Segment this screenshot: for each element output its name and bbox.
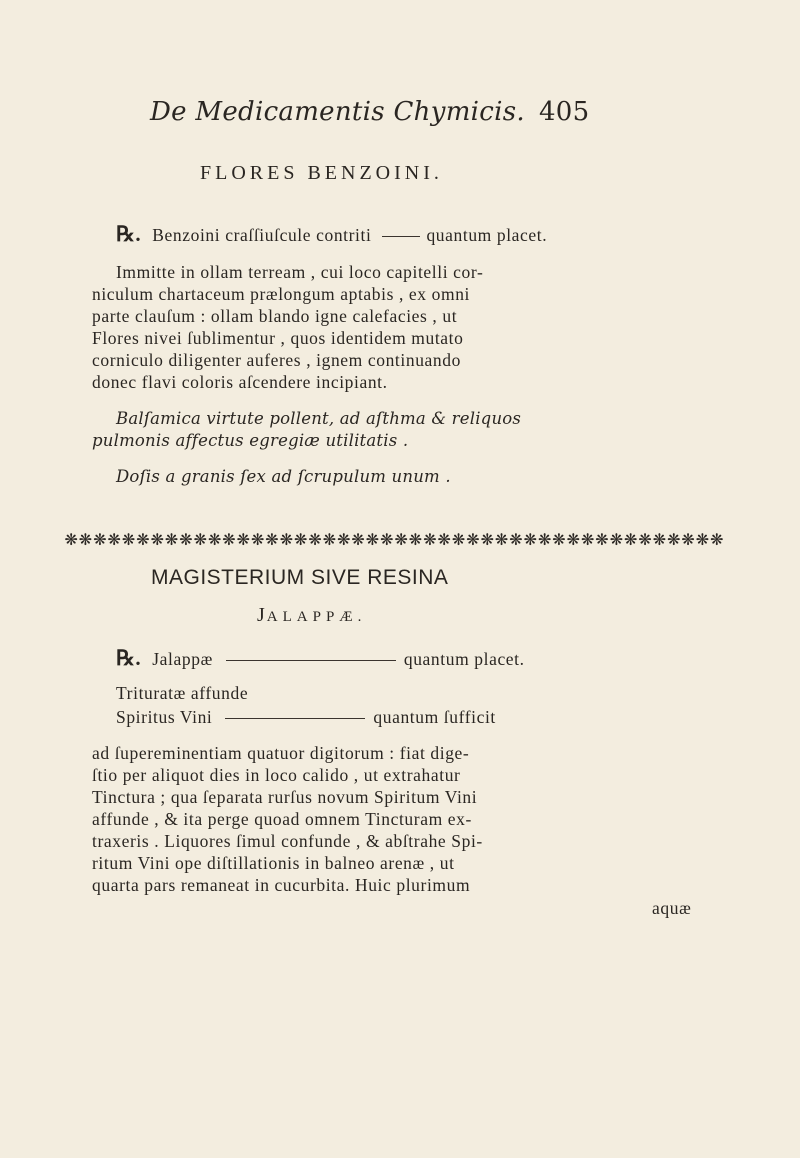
recipe-line-benzoini [116,222,547,247]
recipe-quantity: quantum placet. [426,225,548,245]
paragraph-line: Flores nivei ſublimentur , quos identidem mutato [92,328,464,348]
recipe-quantity: quantum placet. [403,649,525,669]
ornament-glyph: ❋ [552,530,566,549]
recipe-symbol: ℞. [116,646,142,670]
ornament-glyph: ❋ [222,530,236,549]
recipe-symbol: ℞. [116,222,142,246]
ornament-glyph: ❋ [566,530,581,549]
paragraph-line: affunde , & ita perge quoad omnem Tincturam ex- [92,809,472,829]
ornament-glyph: ❋ [394,530,408,549]
ornament-glyph: ❋ [150,530,165,549]
paragraph-line: quarta pars remaneat in cucurbita. Huic plurimum [92,875,471,895]
ornament-glyph: ❋ [64,530,78,549]
paragraph-line: corniculo diligenter auferes , ignem continuando [92,350,461,370]
paragraph-line: niculum chartaceum prælongum aptabis , ex omni [92,284,471,304]
spirit-ingredient: Spiritus Vini [116,707,213,727]
ornament-glyph: ❋ [480,530,495,549]
recipe-line-jalappae [116,646,525,671]
triturate-line: Trituratæ affunde [116,683,249,703]
ornament-glyph: ❋ [279,530,294,549]
ornament-band [64,527,724,551]
subtitle-initial: J [257,604,267,626]
ornament-glyph: ❋ [638,530,652,549]
ornament-glyph: ❋ [365,530,380,549]
ornament-glyph: ❋ [710,530,724,549]
ornament-glyph: ❋ [193,530,208,549]
ornament-glyph: ❋ [580,530,595,549]
recipe-ingredient: Jalappæ [152,649,213,669]
ornament-glyph: ❋ [623,530,638,549]
subtitle-rest: ALAPPÆ. [266,609,367,625]
ornament-glyph: ❋ [293,530,308,549]
catchword: aquæ [652,898,692,918]
leader-dash [225,718,365,719]
ornament-glyph: ❋ [236,530,251,549]
ornament-glyph: ❋ [423,530,437,549]
ornament-glyph: ❋ [681,530,695,549]
ornament-glyph: ❋ [250,530,265,549]
ornament-glyph: ❋ [78,530,93,549]
ornament-glyph: ❋ [437,530,451,549]
ornament-glyph: ❋ [322,530,337,549]
section-subtitle-jalappae [257,604,366,627]
paragraph-line: ritum Vini ope diſtillationis in balneo arenæ , ut [92,853,455,873]
ornament-glyph: ❋ [265,530,279,549]
ornament-glyph: ❋ [537,530,552,549]
ornament-glyph: ❋ [308,530,322,549]
paragraph-line: parte clauſum : ollam blando igne calefacies , ut [92,306,458,326]
spirit-line [116,707,496,728]
ornament-glyph: ❋ [509,530,523,549]
virtue-line: pulmonis affectus egregiæ utilitatis . [92,431,409,450]
paragraph-line: donec flavi coloris aſcendere incipiant. [92,372,388,392]
section-title-magisterium: MAGISTERIUM SIVE RESINA [151,566,449,589]
virtue-line: Balſamica virtute pollent, ad aſthma & reliquos [116,409,522,428]
leader-dash [382,236,420,237]
ornament-glyph: ❋ [451,530,466,549]
ornament-glyph: ❋ [494,530,509,549]
paragraph-line: Immitte in ollam terream , cui loco capitelli cor- [116,262,484,282]
paragraph-line: ad ſupereminentiam quatuor digitorum : fiat dige- [92,743,470,763]
paragraph-line: traxeris . Liquores ſimul confunde , & abſtrahe Spi- [92,831,483,851]
ornament-glyph: ❋ [408,530,423,549]
paragraph-line: Tinctura ; qua ſeparata rurſus novum Spiritum Vini [92,787,478,807]
ornament-glyph: ❋ [337,530,351,549]
ornament-glyph: ❋ [609,530,624,549]
ornament-glyph: ❋ [523,530,538,549]
ornament-glyph: ❋ [93,530,107,549]
ornament-glyph: ❋ [136,530,150,549]
dose-note: Doſis a granis ſex ad ſcrupulum unum . [116,467,451,486]
page-number: 405 [538,97,590,127]
ornament-glyph: ❋ [695,530,710,549]
paragraph-line: ſtio per aliquot dies in loco calido , ut extrahatur [92,765,461,785]
ornament-glyph: ❋ [652,530,667,549]
ornament-glyph: ❋ [466,530,480,549]
ornament-glyph: ❋ [667,530,681,549]
ornament-glyph: ❋ [380,530,394,549]
ornament-glyph: ❋ [207,530,222,549]
leader-dash [226,660,396,661]
ornament-glyph: ❋ [351,530,365,549]
ornament-glyph: ❋ [164,530,179,549]
ornament-glyph: ❋ [107,530,121,549]
spirit-quantity: quantum ſufficit [373,707,496,727]
recipe-ingredient: Benzoini craſſiuſcule contriti [152,225,372,245]
ornament-glyph: ❋ [595,530,609,549]
running-header [150,97,590,127]
section-title-flores-benzoini: FLORES BENZOINI. [200,162,443,184]
ornament-glyph: ❋ [179,530,193,549]
ornament-glyph: ❋ [121,530,136,549]
running-title: De Medicamentis Chymicis. [150,97,525,127]
